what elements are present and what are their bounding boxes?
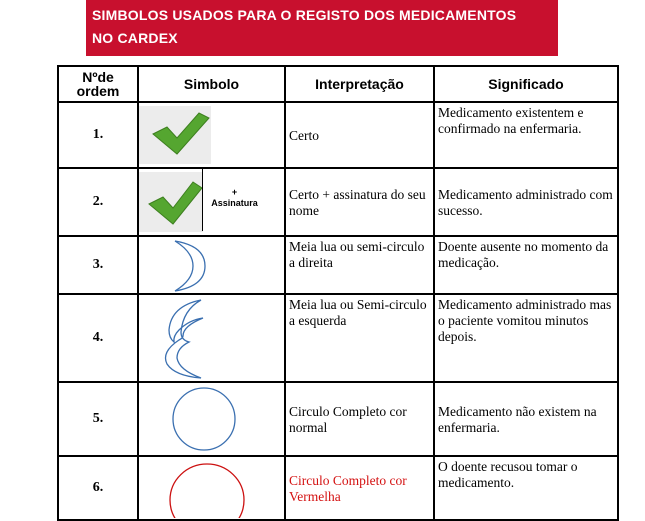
interpretation-cell: Meia lua ou semi-circulo a direita [285, 236, 434, 294]
blue-circle-icon [139, 384, 285, 454]
symbol-cell [138, 168, 285, 236]
meaning-cell: Doente ausente no momento da medicação. [434, 236, 618, 294]
interpretation-cell: Certo + assinatura do seu nome [285, 168, 434, 236]
header-row [58, 66, 618, 102]
interpretation-cell: Circulo Completo cor Vermelha [285, 456, 434, 520]
symbol-cell [138, 294, 285, 382]
symbol-cell [138, 236, 285, 294]
banner-line-1: SIMBOLOS USADOS PARA O REGISTO DOS MEDICAMENTOS [92, 7, 517, 23]
row-number: 4. [58, 294, 138, 382]
symbol-cell [138, 382, 285, 456]
interpretation-cell: Certo [285, 102, 434, 168]
cardex-symbols-table [57, 65, 619, 521]
signature-label-box [202, 169, 266, 231]
meaning-cell: Medicamento administrado com sucesso. [434, 168, 618, 236]
header-interpretacao: Interpretação [285, 66, 434, 102]
symbol-cell [138, 102, 285, 168]
header-simbolo: Simbolo [138, 66, 285, 102]
header-significado: Significado [434, 66, 618, 102]
checkmark-icon [139, 104, 285, 166]
interpretation-cell: Meia lua ou Semi-circulo a esquerda [285, 294, 434, 382]
half-moon-right-icon [139, 238, 285, 292]
signature-plus: + [231, 187, 238, 197]
row-number: 2. [58, 168, 138, 236]
row-number: 5. [58, 382, 138, 456]
row-number: 3. [58, 236, 138, 294]
meaning-cell: Medicamento administrado mas o paciente vomitou minutos depois. [434, 294, 618, 382]
symbol-cell [138, 456, 285, 520]
double-half-moon-icon [139, 296, 285, 380]
title-banner [86, 0, 558, 56]
header-ordem: Nºde ordem [58, 66, 138, 102]
table-row [58, 236, 618, 294]
meaning-cell: Medicamento existentem e confirmado na enfermaria. [434, 102, 618, 168]
row-number: 6. [58, 456, 138, 520]
meaning-cell: Medicamento não existem na enfermaria. [434, 382, 618, 456]
meaning-cell: O doente recusou tomar o medicamento. [434, 456, 618, 520]
table-row [58, 102, 618, 168]
table-row [58, 382, 618, 456]
table-row [58, 294, 618, 382]
table-row [58, 168, 618, 236]
row-number: 1. [58, 102, 138, 168]
signature-label: Assinatura [211, 198, 258, 208]
interpretation-cell: Circulo Completo cor normal [285, 382, 434, 456]
table-row [58, 456, 618, 520]
red-circle-icon [139, 458, 285, 518]
banner-line-2: NO CARDEX [92, 30, 178, 46]
